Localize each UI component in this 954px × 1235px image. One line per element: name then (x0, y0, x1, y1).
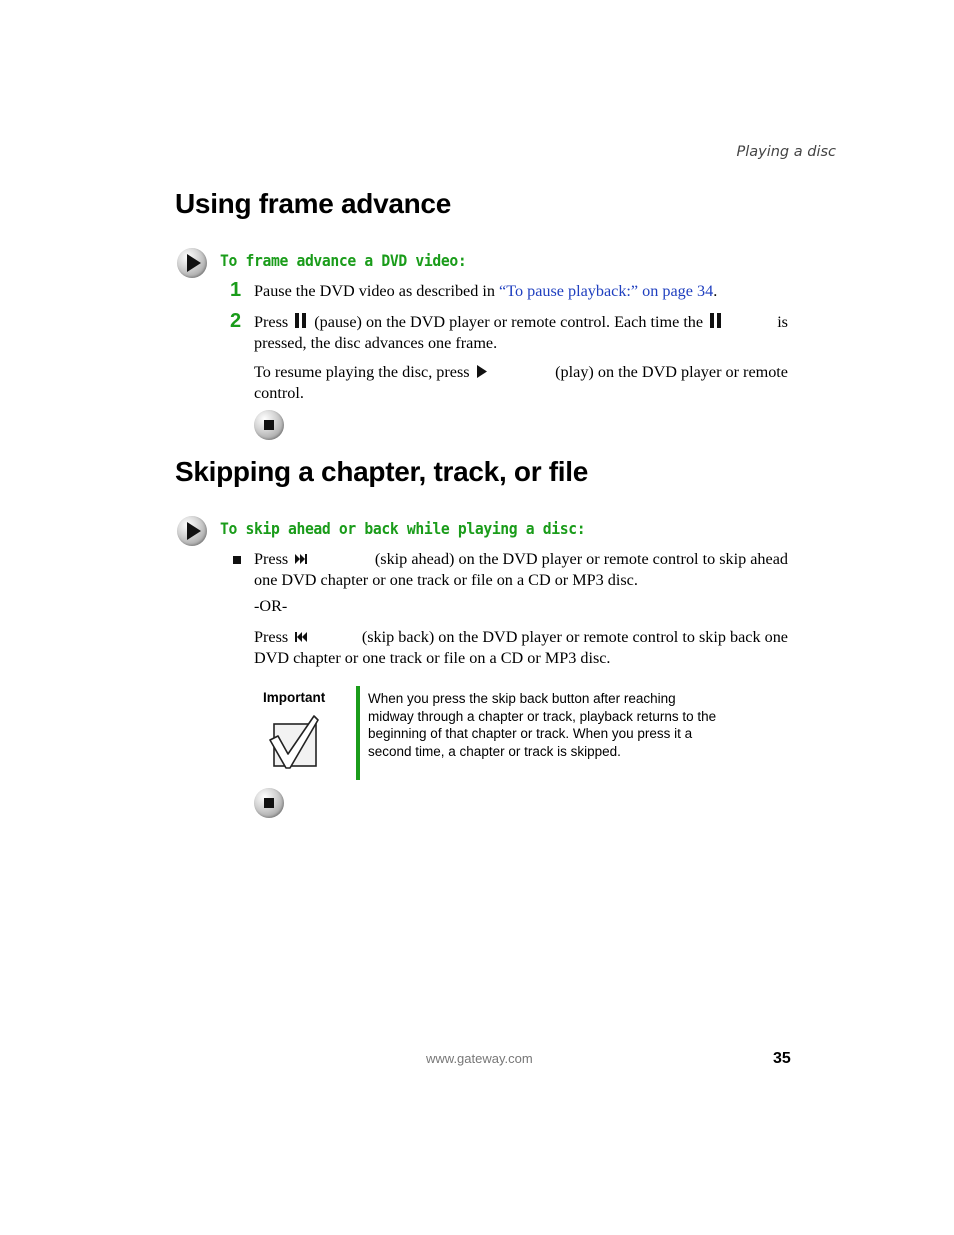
resume-press: To resume playing the disc, press (254, 363, 470, 381)
section-heading-frame-advance: Using frame advance (175, 188, 451, 219)
skip-back-icon (294, 629, 308, 649)
important-line: second time, a chapter or track is skipped. (368, 743, 621, 759)
stop-end-icon (254, 410, 284, 440)
pause-playback-link[interactable]: “To pause playback:” on page 34 (499, 282, 714, 300)
procedure-arrow-icon (177, 248, 207, 278)
procedure-title-skip: To skip ahead or back while playing a disc: (220, 519, 586, 538)
step-2-press: Press (254, 313, 289, 331)
resume-line2: control. (254, 383, 304, 402)
step-2-is: is (777, 313, 788, 331)
pause-icon (709, 313, 723, 334)
skip-ahead-line2: one DVD chapter or one track or file on a CD or MP3 disc. (254, 570, 638, 589)
step-1-pre: Pause the DVD video as described in (254, 282, 500, 300)
important-line: beginning of that chapter or track. When you press it a (368, 726, 693, 741)
play-icon (476, 364, 487, 384)
skip-back-text (254, 628, 788, 668)
important-label: Important (263, 690, 326, 705)
step-2-middle: (pause) on the DVD player or remote control. Each time the (314, 313, 704, 331)
pause-icon (294, 313, 308, 334)
step-number-2: 2 (230, 310, 242, 332)
skip-ahead-rest: (skip ahead) on the DVD player or remote control to skip ahead (374, 550, 788, 568)
important-text (368, 690, 738, 760)
running-head: Playing a disc (736, 144, 836, 160)
important-line: midway through a chapter or track, playback returns to the (368, 708, 717, 724)
skip-ahead-press: Press (254, 550, 289, 568)
skip-ahead-text (254, 550, 788, 590)
bullet-square (233, 556, 241, 564)
step-number-1: 1 (230, 279, 242, 301)
step-1-post: . (713, 282, 718, 300)
skip-back-line2: DVD chapter or one track or file on a CD or MP3 disc. (254, 648, 611, 667)
procedure-title-frame-advance: To frame advance a DVD video: (220, 251, 467, 270)
procedure-arrow-icon (177, 516, 207, 546)
skip-ahead-icon (294, 551, 308, 571)
step-2-line2: pressed, the disc advances one frame. (254, 333, 498, 352)
important-checkmark-icon (268, 714, 320, 772)
stop-end-icon (254, 788, 284, 818)
resume-text (254, 363, 788, 403)
or-text: -OR- (254, 597, 288, 615)
important-line: When you press the skip back button after reaching (368, 691, 676, 706)
page-number: 35 (773, 1050, 791, 1067)
step-2-text (254, 313, 788, 353)
important-accent-bar (356, 686, 360, 780)
section-heading-skipping: Skipping a chapter, track, or file (175, 456, 589, 487)
skip-back-rest: (skip back) on the DVD player or remote control to skip back one (361, 628, 788, 646)
step-1-text (254, 282, 788, 302)
resume-rest: (play) on the DVD player or remote (555, 363, 788, 381)
skip-back-press: Press (254, 628, 289, 646)
footer-url[interactable]: www.gateway.com (426, 1051, 533, 1066)
